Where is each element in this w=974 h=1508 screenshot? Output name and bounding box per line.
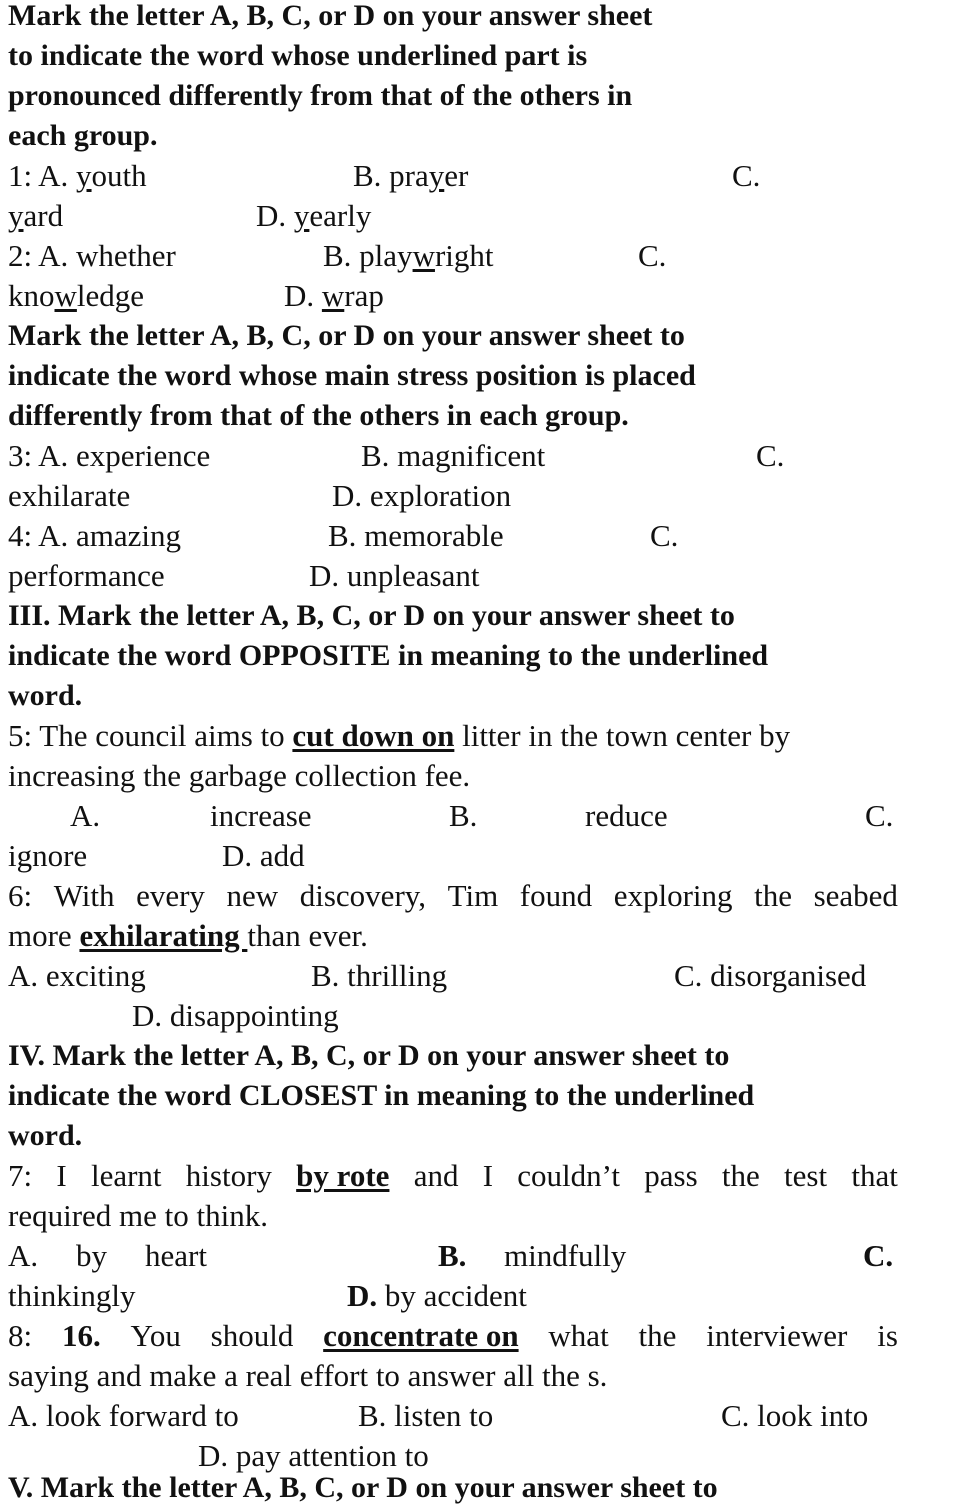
q8-underlined-phrase: concentrate on xyxy=(323,1318,519,1353)
q2-option-d: D. wrap xyxy=(284,278,384,313)
q6-stem-start: more xyxy=(8,918,80,953)
section4-instruction-line-2: indicate the word CLOSEST in meaning to the underlined xyxy=(8,1079,755,1112)
q6-word: new xyxy=(226,878,279,913)
q6-word: found xyxy=(519,878,593,913)
section1-instruction-line-4: each group. xyxy=(8,119,158,152)
cut-off-next-section xyxy=(0,1464,974,1504)
q6-option-d: D. disappointing xyxy=(132,998,339,1033)
q2-option-c-letter: C. xyxy=(638,238,667,273)
q5-option-c: ignore xyxy=(8,838,88,873)
q8-word: the xyxy=(638,1318,677,1353)
q8-option-b: B. listen to xyxy=(358,1398,494,1433)
q7-word: I xyxy=(482,1158,494,1193)
q6-option-b: B. thrilling xyxy=(311,958,448,993)
q8-bold-number: 16. xyxy=(61,1318,101,1353)
q6-word: 6: xyxy=(8,878,33,913)
question-4-options xyxy=(8,516,898,556)
q7-option-b-letter: B. xyxy=(438,1238,467,1273)
section1-instruction-line-2: to indicate the word whose underlined part is xyxy=(8,39,588,72)
q5-option-b-text: reduce xyxy=(585,798,668,833)
question-4-options-cont xyxy=(8,556,898,596)
q2-option-a: 2: A. whether xyxy=(8,238,176,273)
section1-instruction-line-1: Mark the letter A, B, C, or D on your answer sheet xyxy=(8,0,653,32)
q8-word: interviewer xyxy=(706,1318,848,1353)
q3-option-a: 3: A. experience xyxy=(8,438,211,473)
q7-option-c: thinkingly xyxy=(8,1278,136,1313)
q4-option-c: performance xyxy=(8,558,165,593)
q5-option-a-text: increase xyxy=(210,798,312,833)
q5-option-d: D. add xyxy=(222,838,305,873)
q7-underlined-phrase: by rote xyxy=(296,1158,390,1193)
question-8-stem-line-2: saying and make a real effort to answer all the s. xyxy=(8,1358,608,1393)
q6-word: the xyxy=(754,878,792,913)
q6-option-a: A. exciting xyxy=(8,958,146,993)
question-6-stem xyxy=(8,876,898,916)
q6-word: seabed xyxy=(813,878,898,913)
question-7-options xyxy=(8,1236,898,1276)
question-8-options xyxy=(8,1396,898,1436)
q7-word: I xyxy=(56,1158,67,1193)
q6-stem-end: than ever. xyxy=(247,918,368,953)
question-2-options xyxy=(8,236,898,276)
question-6-options-cont xyxy=(8,996,898,1036)
q8-option-c: C. look into xyxy=(721,1398,869,1433)
q8-word: You xyxy=(130,1318,181,1353)
q7-option-c-letter: C. xyxy=(863,1238,894,1273)
q5-underlined-phrase: cut down on xyxy=(292,718,455,753)
q7-word: 7: xyxy=(8,1158,33,1193)
question-5-stem xyxy=(8,716,898,756)
q2-option-c: knowledge xyxy=(8,278,145,313)
q7-option-a-word-1: by xyxy=(76,1238,107,1273)
q4-option-d: D. unpleasant xyxy=(309,558,480,593)
q6-option-c: C. disorganised xyxy=(674,958,867,993)
q7-option-d: D. by accident xyxy=(347,1278,527,1313)
q7-word: pass xyxy=(644,1158,698,1193)
section3-instruction-text-1: III. Mark the letter A, B, C, or D on your answer sheet to xyxy=(8,599,735,632)
question-1-options xyxy=(8,156,898,196)
question-8-stem xyxy=(8,1316,898,1356)
q6-word: every xyxy=(136,878,205,913)
q3-option-b: B. magnificent xyxy=(361,438,546,473)
section3-instruction-line-3: word. xyxy=(8,679,83,712)
next-section-heading-fragment: V. Mark the letter A, B, C, or D on your answer sheet to xyxy=(8,1471,718,1504)
section4-instruction-line-3: word. xyxy=(8,1119,83,1152)
q1-option-b: B. prayer xyxy=(353,158,469,193)
question-5-options-cont xyxy=(8,836,898,876)
q7-option-a-letter: A. xyxy=(8,1238,39,1273)
q7-option-b-text: mindfully xyxy=(504,1238,627,1273)
section2-instruction-line-3: differently from that of the others in each group. xyxy=(8,399,629,432)
question-3-options xyxy=(8,436,898,476)
q2-option-b: B. playwright xyxy=(323,238,494,273)
section3-instruction-line-2: indicate the word OPPOSITE in meaning to the underlined xyxy=(8,639,769,672)
question-7-options-cont xyxy=(8,1276,898,1316)
q6-word: Tim xyxy=(447,878,499,913)
q6-word: exploring xyxy=(613,878,733,913)
q1-option-a: 1: A. youth xyxy=(8,158,147,193)
question-6-options xyxy=(8,956,898,996)
q7-word: and xyxy=(413,1158,459,1193)
question-3-options-cont xyxy=(8,476,898,516)
q8-word: 8: xyxy=(8,1318,33,1353)
question-2-options-cont xyxy=(8,276,898,316)
question-5-options xyxy=(8,796,898,836)
q8-word: what xyxy=(548,1318,609,1353)
q7-word: test xyxy=(784,1158,828,1193)
question-7-stem-line-2: required me to think. xyxy=(8,1198,268,1233)
q5-option-a-letter: A. xyxy=(70,798,101,833)
question-5-stem-line-2: increasing the garbage collection fee. xyxy=(8,758,471,793)
q4-option-a: 4: A. amazing xyxy=(8,518,182,553)
q3-option-c: exhilarate xyxy=(8,478,131,513)
q1-option-c: yard xyxy=(8,198,64,233)
q5-option-c-letter: C. xyxy=(865,798,894,833)
section1-instruction-line-3: pronounced differently from that of the others in xyxy=(8,79,633,112)
q6-word: discovery, xyxy=(299,878,427,913)
q7-word: couldn’t xyxy=(517,1158,621,1193)
q7-word: that xyxy=(851,1158,898,1193)
section3-instruction-line-1 xyxy=(8,596,898,636)
q6-word: With xyxy=(53,878,115,913)
section2-instruction-line-1: Mark the letter A, B, C, or D on your answer sheet to xyxy=(8,319,685,352)
section2-instruction-line-2: indicate the word whose main stress position is placed xyxy=(8,359,696,392)
q7-word: learnt xyxy=(90,1158,162,1193)
q5-option-b-letter: B. xyxy=(449,798,478,833)
q7-option-a-word-2: heart xyxy=(145,1238,207,1273)
q4-option-c-letter: C. xyxy=(650,518,679,553)
q8-word: should xyxy=(210,1318,294,1353)
q3-option-d: D. exploration xyxy=(332,478,512,513)
q1-option-c-letter: C. xyxy=(732,158,761,193)
question-6-stem-line-2 xyxy=(8,916,898,956)
q5-stem-end: litter in the town center by xyxy=(454,718,791,753)
worksheet-page xyxy=(8,0,898,1484)
q4-option-b: B. memorable xyxy=(328,518,504,553)
section4-instruction-line-1: IV. Mark the letter A, B, C, or D on your answer sheet to xyxy=(8,1039,730,1072)
q1-option-d: D. yearly xyxy=(256,198,372,233)
q8-option-d: D. pay attention to xyxy=(198,1438,429,1473)
q8-option-a: A. look forward to xyxy=(8,1398,239,1433)
q3-option-c-letter: C. xyxy=(756,438,785,473)
q7-word: the xyxy=(721,1158,760,1193)
question-1-options-cont xyxy=(8,196,898,236)
q8-word: is xyxy=(877,1318,898,1353)
q6-underlined-word: exhilarating xyxy=(79,918,248,953)
q5-stem-start: 5: The council aims to xyxy=(8,718,293,753)
question-7-stem xyxy=(8,1156,898,1196)
q7-word: history xyxy=(185,1158,272,1193)
